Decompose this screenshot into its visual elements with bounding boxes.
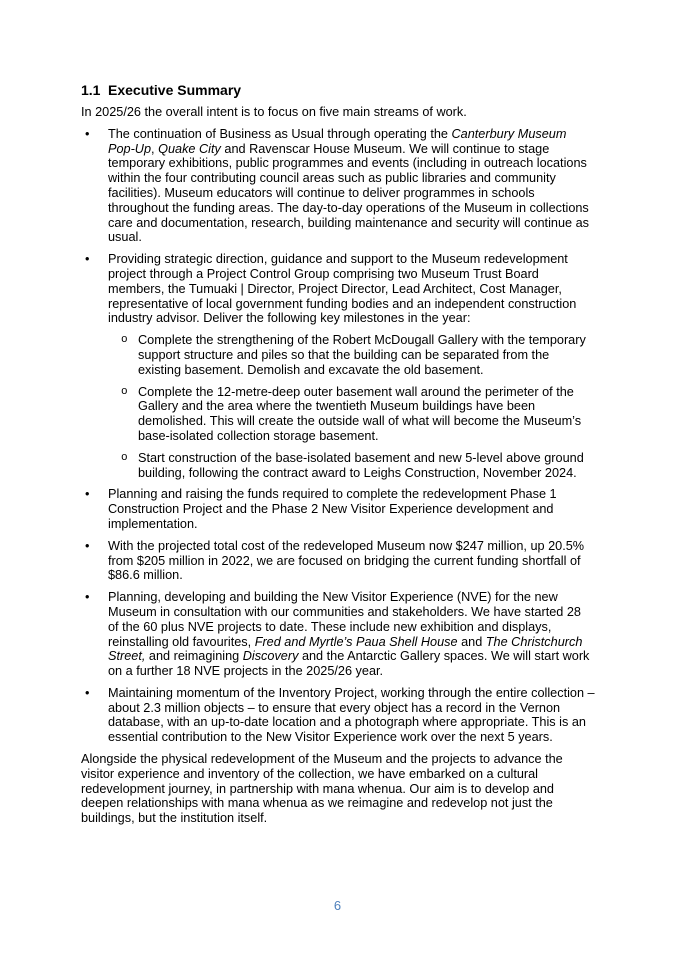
- bullet-item-inventory-project: [81, 686, 595, 745]
- section-number: 1.1: [81, 82, 101, 98]
- sub-bullet-icon: o: [121, 334, 128, 347]
- bullet-text: Planning and raising the funds required to complete the redevelopment Phase 1 Construction Project and the Phase 2 New Visitor Experience development and implementation.: [108, 487, 557, 531]
- bullet-icon: •: [85, 538, 90, 553]
- bullet-text: The continuation of Business as Usual through operating the Canterbury Museum Pop-Up, Quake City and Ravenscar House Museum. We will continue to stage temporary exhibitions, public programmes and events (including in outreach locations within the four contributing council areas such as public libraries and community facilities). Museum educators will continue to deliver programmes in schools throughout the funding areas. The day-to-day operations of the Museum in collections care and documentation, research, building maintenance and security will continue as usual.: [108, 126, 589, 245]
- bullet-icon: •: [85, 590, 90, 605]
- section-title: Executive Summary: [108, 82, 242, 98]
- sub-bullet-text: Complete the strengthening of the Robert McDougall Gallery with the temporary support structure and piles so that the building can be separated from the existing basement. Demolish and excavate the old basement.: [138, 333, 586, 377]
- bullet-icon: •: [85, 126, 90, 141]
- sub-bullet-item-basement-wall: [121, 385, 595, 444]
- bullet-item-business-as-usual: [81, 127, 595, 245]
- bullet-item-fundraising: [81, 487, 595, 531]
- sub-bullet-icon: o: [121, 451, 128, 464]
- intro-paragraph: In 2025/26 the overall intent is to focus on five main streams of work.: [81, 105, 467, 119]
- bullet-text: With the projected total cost of the redeveloped Museum now $247 million, up 20.5% from $205 million in 2022, we are focused on bridging the current funding shortfall of $86.6 million.: [108, 538, 585, 583]
- bullet-item-projected-cost: [81, 539, 595, 583]
- document-content: [81, 82, 595, 833]
- closing-paragraph: Alongside the physical redevelopment of the Museum and the projects to advance the visitor experience and inventory of the collection, we have embarked on a cultural redevelopment journey, in partnership with mana whenua. Our aim is to develop and deepen relationships with mana whenua as we reimagine and redevelop not just the buildings, but the institution itself.: [81, 752, 563, 826]
- page-number: 6: [333, 898, 342, 913]
- bullet-icon: •: [85, 252, 90, 267]
- sub-bullet-item-start-construction: [121, 451, 595, 481]
- section-heading: [81, 82, 595, 98]
- bullet-text: Planning, developing and building the New Visitor Experience (NVE) for the new Museum in consultation with our communities and stakeholders. We have started 28 of the 60 plus NVE projects to date. These include new exhibition and displays, reinstalling old favourites, Fred and Myrtle’s Paua Shell House and The Christchurch Street, and reimagining Discovery and the Antarctic Gallery spaces. We will start work on a further 18 NVE projects in the 2025/26 year.: [108, 590, 590, 679]
- bullet-item-new-visitor-experience: [81, 590, 595, 679]
- bullet-icon: •: [85, 685, 90, 700]
- sub-bullet-icon: o: [121, 385, 128, 398]
- sub-bullet-item-mcdougall-strengthening: [121, 333, 595, 377]
- bullet-text: Maintaining momentum of the Inventory Project, working through the entire collection – about 2.3 million objects – to ensure that every object has a record in the Vernon database, with an up-to-date location and a photograph where appropriate. This is an essential contribution to the New Visitor Experience work over the next 5 years.: [108, 685, 595, 745]
- bullet-text: Providing strategic direction, guidance and support to the Museum redevelopment project through a Project Control Group comprising two Museum Trust Board members, the Tumuaki | Director, Project Director, Lead Architect, Cost Manager, representative of local government funding bodies and an independent construction industry advisor. Deliver the following key milestones in the year:: [108, 252, 577, 326]
- bullet-icon: •: [85, 487, 90, 502]
- sub-bullet-text: Start construction of the base-isolated basement and new 5-level above ground building, following the contract award to Leighs Construction, November 2024.: [138, 450, 584, 480]
- bullet-item-strategic-direction: [81, 252, 595, 326]
- sub-bullet-text: Complete the 12-metre-deep outer basement wall around the perimeter of the Gallery and the area where the twentieth Museum buildings have been demolished. This will create the outside wall of what will become the Museum’s base-isolated collection storage basement.: [138, 384, 582, 443]
